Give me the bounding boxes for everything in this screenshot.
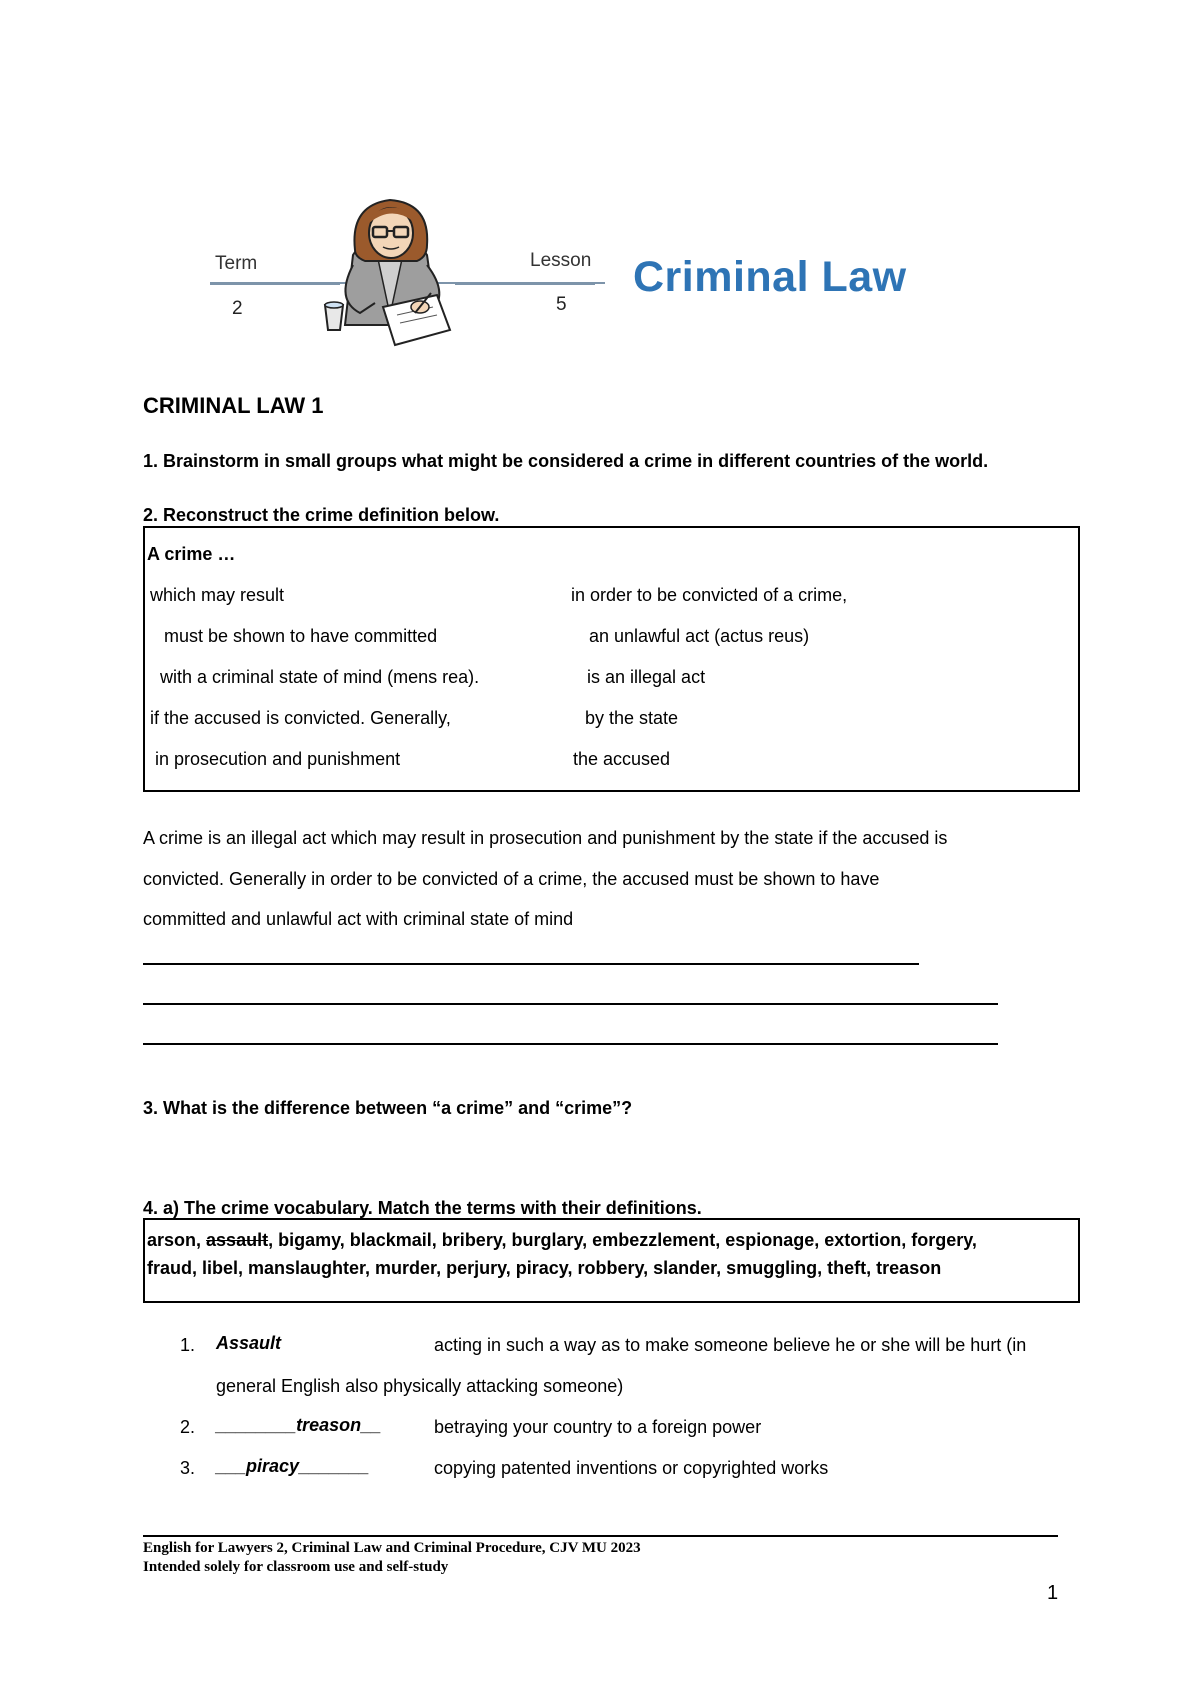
fragment-right-3: is an illegal act [587, 667, 706, 687]
question-1: 1. Brainstorm in small groups what might be considered a crime in different countries of the world. [143, 451, 989, 471]
exercise-term: Assault [216, 1333, 282, 1353]
vocabulary-line-1 [147, 1226, 1078, 1254]
footer-line-2: Intended solely for classroom use and self-study [143, 1559, 449, 1575]
question-3: 3. What is the difference between “a crime” and “crime”? [143, 1098, 633, 1118]
term-number: 2 [232, 298, 243, 319]
vocab-text: arson, [147, 1230, 207, 1250]
answer-line-3: committed and unlawful act with criminal state of mind [143, 909, 574, 929]
exercise-definition: betraying your country to a foreign power [434, 1417, 762, 1437]
exercise-term: ________treason__ [216, 1415, 382, 1435]
section-title: CRIMINAL LAW 1 [143, 393, 324, 418]
vocab-text: , bigamy, blackmail, bribery, burglary, embezzlement, espionage, extortion, forgery, [268, 1230, 977, 1250]
vocabulary-line-2: fraud, libel, manslaughter, murder, perjury, piracy, robbery, slander, smuggling, theft, treason [147, 1258, 942, 1278]
exercise-definition-continued: general English also physically attacking someone) [216, 1376, 624, 1396]
definition-box-heading: A crime … [147, 544, 236, 564]
question-4a: 4. a) The crime vocabulary. Match the terms with their definitions. [143, 1198, 702, 1218]
fragment-right-5: the accused [573, 749, 671, 769]
exercise-term: ___piracy_______ [216, 1456, 370, 1476]
teacher-illustration [205, 195, 605, 365]
struck-term: assault [206, 1230, 269, 1250]
exercise-number: 2. [180, 1417, 196, 1437]
page-number: 1 [1047, 1582, 1059, 1604]
term-divider [210, 283, 340, 285]
fragment-right-1: in order to be convicted of a crime, [571, 585, 848, 605]
answer-blank-line [143, 963, 919, 965]
lesson-divider [455, 283, 595, 285]
fragment-left-5: in prosecution and punishment [155, 749, 401, 769]
exercise-definition: acting in such a way as to make someone believe he or she will be hurt (in [434, 1335, 1027, 1355]
lesson-label: Lesson [530, 250, 592, 271]
exercise-number: 1. [180, 1335, 196, 1355]
answer-line-2: convicted. Generally in order to be convicted of a crime, the accused must be shown to have [143, 869, 880, 889]
definition-box [143, 526, 1080, 792]
exercise-number: 3. [180, 1458, 196, 1478]
exercise-definition: copying patented inventions or copyrighted works [434, 1458, 829, 1478]
fragment-right-2: an unlawful act (actus reus) [589, 626, 810, 646]
term-label: Term [215, 253, 258, 274]
answer-blank-line [143, 1043, 998, 1045]
page-title: Criminal Law [633, 253, 907, 301]
answer-blank-line [143, 1003, 998, 1005]
vocabulary-box [143, 1218, 1080, 1303]
lesson-number: 5 [556, 294, 567, 315]
footer-line-1: English for Lawyers 2, Criminal Law and Criminal Procedure, CJV MU 2023 [143, 1540, 641, 1556]
fragment-left-2: must be shown to have committed [164, 626, 438, 646]
question-2: 2. Reconstruct the crime definition below. [143, 505, 500, 525]
fragment-left-1: which may result [150, 585, 285, 605]
footer-rule [143, 1535, 1058, 1537]
fragment-left-4: if the accused is convicted. Generally, [150, 708, 451, 728]
fragment-left-3: with a criminal state of mind (mens rea). [160, 667, 480, 687]
answer-line-1: A crime is an illegal act which may result in prosecution and punishment by the state if the accused is [143, 828, 948, 848]
fragment-right-4: by the state [585, 708, 679, 728]
